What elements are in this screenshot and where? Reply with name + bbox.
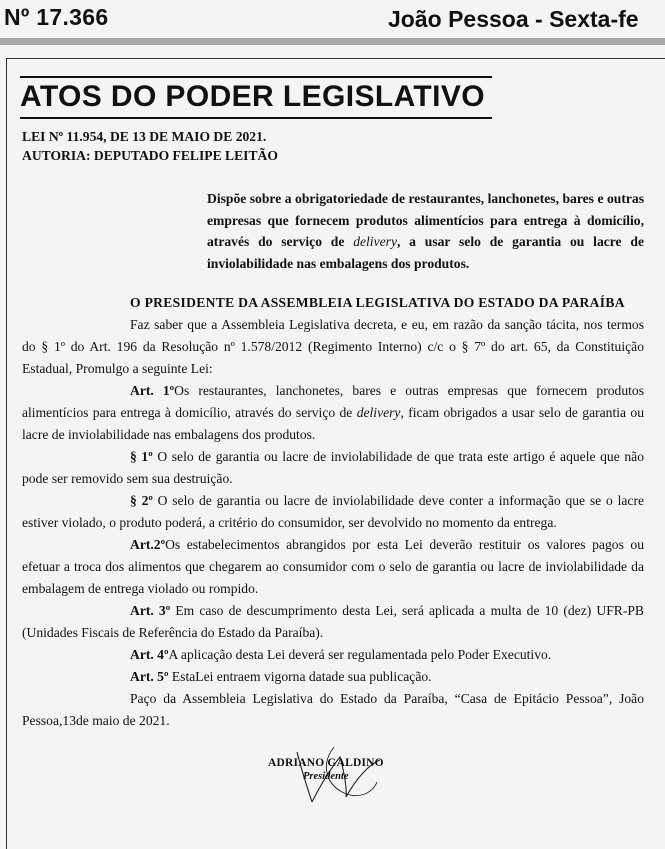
summary-text-2: , a usar selo de garantia ou lacre de inviolabilidade nas embalagens dos produtos.	[207, 234, 644, 271]
signature-role: Presidente	[303, 771, 349, 782]
article-5	[22, 666, 644, 688]
article-3-label: Art. 3º	[130, 603, 171, 618]
article-2	[22, 534, 644, 600]
law-authorship: AUTORIA: DEPUTADO FELIPE LEITÃO	[22, 148, 278, 163]
law-summary	[207, 188, 644, 274]
article-2-label: Art.2º	[130, 537, 166, 552]
title-rule-bottom	[20, 117, 492, 119]
paragraph-2-text: O selo de garantia ou lacre de inviolabilidade deve conter a informação que se o lacre estiver violado, o produto poderá, a critério do consumidor, ser devolvido no momento da entrega.	[22, 493, 645, 530]
paragraph-1-label: § 1º	[130, 449, 153, 464]
title-rule-top	[20, 76, 492, 78]
law-heading	[22, 127, 278, 165]
article-4-text: A aplicação desta Lei deverá ser regulamentada pelo Poder Executivo.	[168, 647, 552, 662]
signature-name: ADRIANO GALDINO	[268, 757, 384, 769]
paragraph-1-text: O selo de garantia ou lacre de inviolabilidade de que trata este artigo é aquele que não pode ser removido sem sua destruição.	[22, 449, 645, 486]
summary-text-1: Dispõe sobre a obrigatoriedade de restaurantes, lanchonetes, bares e outras empresas que fornecem produtos alimentícios para entrega à domicílio, através do serviço de	[207, 191, 644, 249]
law-number: LEI Nº 11.954, DE 13 DE MAIO DE 2021.	[22, 129, 267, 144]
article-2-text: Os estabelecimentos abrangidos por esta Lei deverão restituir os valores pagos ou efetuar a troca dos alimentos que chegarem ao consumidor com o selo de garantia ou lacre de inviolabilidade da embalagem de entrega violado ou rompido.	[22, 537, 644, 596]
article-5-label: Art. 5º	[130, 669, 169, 684]
article-1-text-a: Os restaurantes, lanchonetes, bares e outras empresas que fornecem produtos alimentícios para entrega à domicílio, através do serviço de	[22, 383, 644, 420]
article-3	[22, 600, 644, 644]
law-body	[22, 292, 644, 732]
paragraph-1	[22, 446, 644, 490]
article-1	[22, 380, 644, 446]
intro-paragraph: Faz saber que a Assembleia Legislativa decreta, e eu, em razão da sanção tácita, nos termos do § 1º do Art. 196 da Resolução nº 1.578/2012 (Regimento Interno) c/c o § 7º do art. 65, da Constituição Estadual, Promulgo a seguinte Lei:	[22, 317, 644, 376]
article-1-label: Art. 1º	[130, 383, 175, 398]
city-date: João Pessoa - Sexta-fe	[388, 6, 639, 32]
issue-number: Nº 17.366	[4, 4, 109, 30]
article-4-label: Art. 4º	[130, 647, 169, 662]
closing-paragraph: Paço da Assembleia Legislativa do Estado da Paraíba, “Casa de Epitácio Pessoa”, João Pessoa,13de maio de 2021.	[22, 691, 644, 728]
article-5-text: EstaLei entraem vigorna datade sua publicação.	[168, 669, 432, 684]
summary-italic: delivery	[353, 234, 397, 249]
paragraph-2-label: § 2º	[130, 493, 153, 508]
paragraph-2	[22, 490, 644, 534]
section-title: ATOS DO PODER LEGISLATIVO	[20, 80, 486, 113]
article-3-text: Em caso de descumprimento desta Lei, será aplicada a multa de 10 (dez) UFR-PB (Unidades Fiscais de Referência do Estado da Paraíba).	[22, 603, 644, 640]
header-divider	[0, 38, 665, 45]
article-4	[22, 644, 644, 666]
page-header	[0, 0, 665, 40]
article-1-text-b: , ficam obrigados a usar selo de garantia ou lacre de inviolabilidade nas embalagens dos produtos.	[22, 405, 644, 442]
president-line: O PRESIDENTE DA ASSEMBLEIA LEGISLATIVA DO ESTADO DA PARAÍBA	[130, 295, 625, 310]
article-1-italic: delivery	[356, 405, 401, 420]
